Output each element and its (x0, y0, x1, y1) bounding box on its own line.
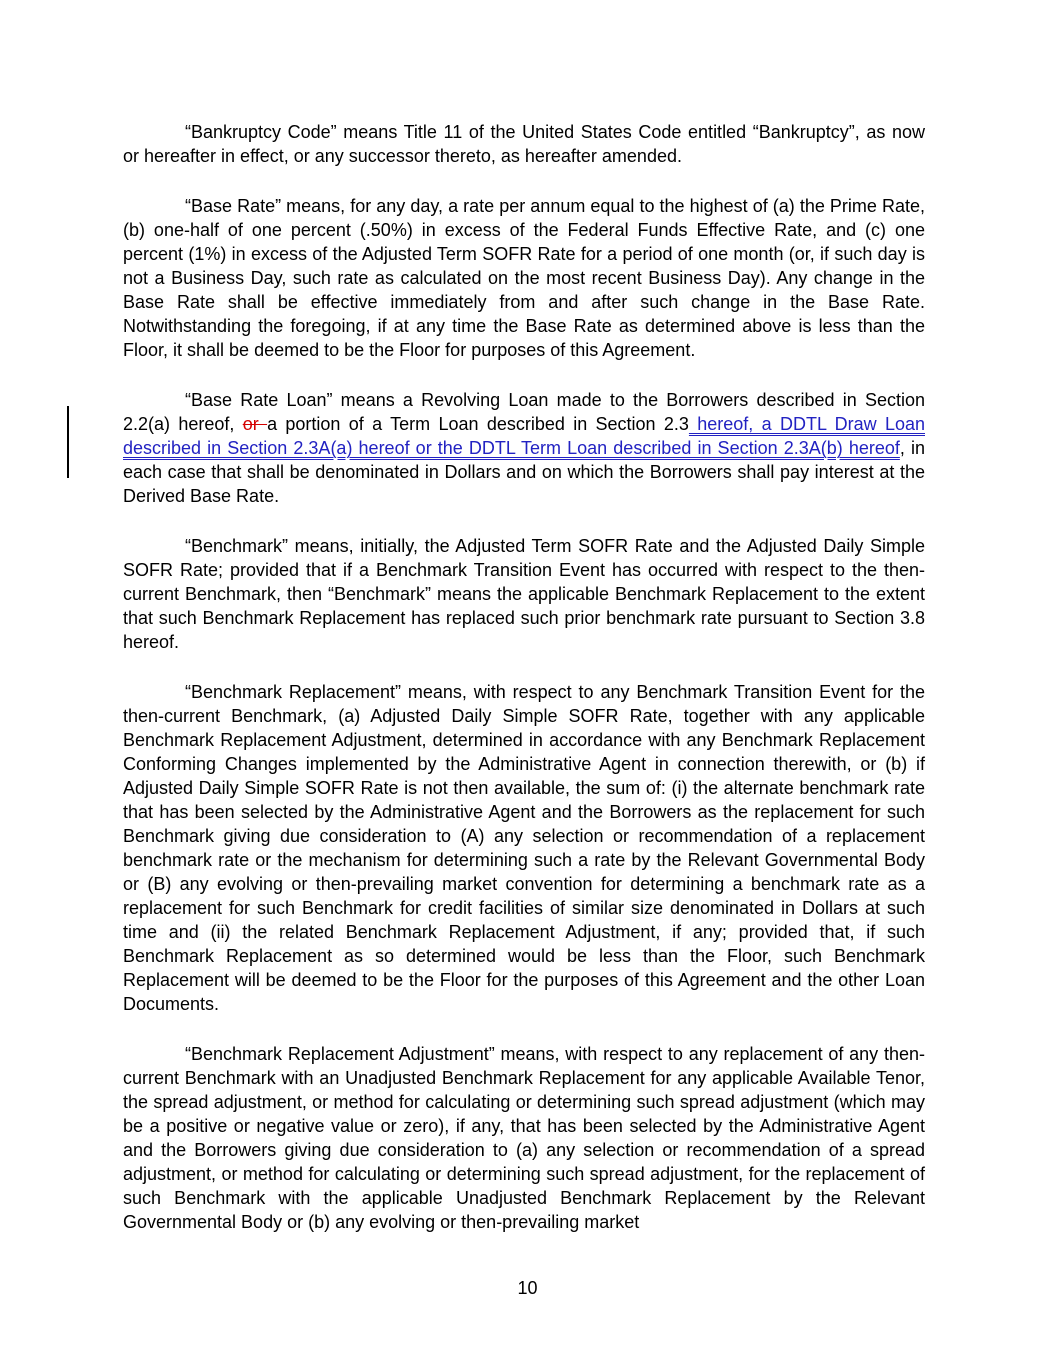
paragraph-benchmark-replacement-adjustment: “Benchmark Replacement Adjustment” means, with respect to any replacement of any then-current Benchmark with an Unadjusted Benchmark Replacement for any applicable Available Tenor, the spread adjustment, or method for calculating or determining such spread adjustment (which may be a positive or negative value or zero), if any, that has been selected by the Administrative Agent and the Borrowers giving due consideration to (a) any selection or recommendation of a spread adjustment, or method for calculating or determining such spread adjustment, for the replacement of such Benchmark with the applicable Unadjusted Benchmark Replacement by the Relevant Governmental Body or (b) any evolving or then-prevailing market (123, 1044, 925, 1232)
base-rate-loan-text-after-insertion: , in each case that shall be denominated in Dollars and on which the Borrowers shall pay interest at the Derived Base Rate. (123, 438, 925, 506)
document-body (123, 120, 925, 1260)
inserted-text: hereof, a DDTL Draw Loan described in Section 2.3A(a) hereof or the DDTL Term Loan described in Section 2.3A(b) hereof (123, 414, 925, 458)
paragraph-benchmark-replacement: “Benchmark Replacement” means, with respect to any Benchmark Transition Event for the then-current Benchmark, (a) Adjusted Daily Simple SOFR Rate, together with any applicable Benchmark Replacement Adjustment, determined in accordance with any Benchmark Replacement Conforming Changes implemented by the Administrative Agent in connection therewith, or (b) if Adjusted Daily Simple SOFR Rate is not then available, the sum of: (i) the alternate benchmark rate that has been selected by the Administrative Agent and the Borrowers as the replacement for such Benchmark giving due consideration to (A) any selection or recommendation of a replacement benchmark rate or the mechanism for determining such a rate by the Relevant Governmental Body or (B) any evolving or then-prevailing market convention for determining a benchmark rate as a replacement for such Benchmark for credit facilities of similar size denominated in Dollars at such time and (ii) the related Benchmark Replacement Adjustment, if any; provided that, if such Benchmark Replacement as so determined would be less than the Floor, such Benchmark Replacement will be deemed to be the Floor for the purposes of this Agreement and the other Loan Documents. (123, 682, 925, 1014)
revision-change-bar (67, 406, 69, 478)
paragraph-bankruptcy-code: “Bankruptcy Code” means Title 11 of the United States Code entitled “Bankruptcy”, as now or hereafter in effect, or any successor thereto, as hereafter amended. (123, 122, 925, 166)
deleted-text: or (242, 414, 268, 434)
paragraph-base-rate: “Base Rate” means, for any day, a rate per annum equal to the highest of (a) the Prime Rate, (b) one-half of one percent (.50%) in excess of the Federal Funds Effective Rate, and (c) one percent (1%) in excess of the Adjusted Term SOFR Rate for a period of one month (or, if such day is not a Business Day, such rate as calculated on the most recent Business Day). Any change in the Base Rate shall be effective immediately from and after such change in the Base Rate. Notwithstanding the foregoing, if at any time the Base Rate as determined above is less than the Floor, it shall be deemed to be the Floor for purposes of this Agreement. (123, 196, 925, 360)
page-number: 10 (517, 1278, 538, 1298)
base-rate-loan-text-middle: a portion of a Term Loan described in Section 2.3 (267, 414, 689, 434)
paragraph-base-rate-loan (123, 388, 925, 508)
paragraph-benchmark: “Benchmark” means, initially, the Adjusted Term SOFR Rate and the Adjusted Daily Simple SOFR Rate; provided that if a Benchmark Transition Event has occurred with respect to the then-current Benchmark, then “Benchmark” means the applicable Benchmark Replacement to the extent that such Benchmark Replacement has replaced such prior benchmark rate pursuant to Section 3.8 hereof. (123, 536, 925, 652)
base-rate-loan-text-before-deletion: “Base Rate Loan” means a Revolving Loan made to the Borrowers described in Section 2.2(a) hereof, (123, 390, 925, 434)
